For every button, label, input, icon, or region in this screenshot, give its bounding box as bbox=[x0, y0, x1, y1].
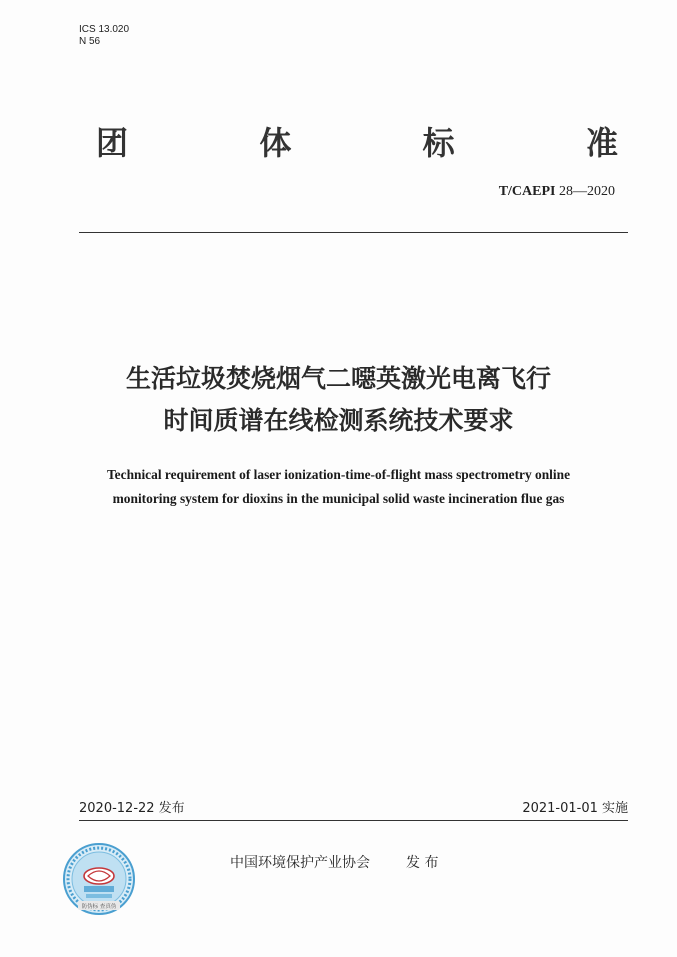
issue-date: 2020-12-22 发布 bbox=[79, 801, 185, 816]
date-row bbox=[79, 797, 628, 817]
publisher-name: 中国环境保护产业协会 bbox=[230, 855, 370, 871]
standard-code-prefix: T/CAEPI bbox=[498, 184, 556, 199]
header-divider bbox=[79, 232, 628, 233]
implementation-date: 2021-01-01 实施 bbox=[522, 801, 628, 816]
standard-type-char: 团 bbox=[95, 124, 128, 162]
publisher-line bbox=[230, 852, 438, 872]
ccs-code: N 56 bbox=[79, 36, 101, 47]
chinese-title bbox=[60, 358, 617, 442]
anti-counterfeit-seal-icon bbox=[62, 842, 136, 916]
english-title-line: monitoring system for dioxins in the municipal solid waste incineration flue gas bbox=[112, 491, 565, 506]
standard-type-char: 标 bbox=[422, 124, 455, 162]
seal-bottom-text: 防伪标 查真伪 bbox=[81, 904, 117, 910]
standard-type-char: 准 bbox=[585, 124, 618, 162]
english-title-line: Technical requirement of laser ionization-time-of-flight mass spectrometry online bbox=[106, 467, 571, 482]
chinese-title-line: 时间质谱在线检测系统技术要求 bbox=[163, 406, 514, 435]
standard-type-char: 体 bbox=[259, 124, 292, 162]
english-title bbox=[40, 463, 637, 511]
publisher-action: 发 布 bbox=[406, 855, 439, 871]
ics-code: ICS 13.020 bbox=[79, 24, 130, 35]
footer-divider bbox=[79, 820, 628, 821]
standard-code-number: 28—2020 bbox=[559, 184, 615, 199]
classification-block bbox=[79, 24, 129, 48]
standard-code bbox=[499, 184, 615, 200]
chinese-title-line: 生活垃圾焚烧烟气二噁英激光电离飞行 bbox=[125, 364, 551, 393]
standard-type-heading bbox=[92, 118, 622, 164]
